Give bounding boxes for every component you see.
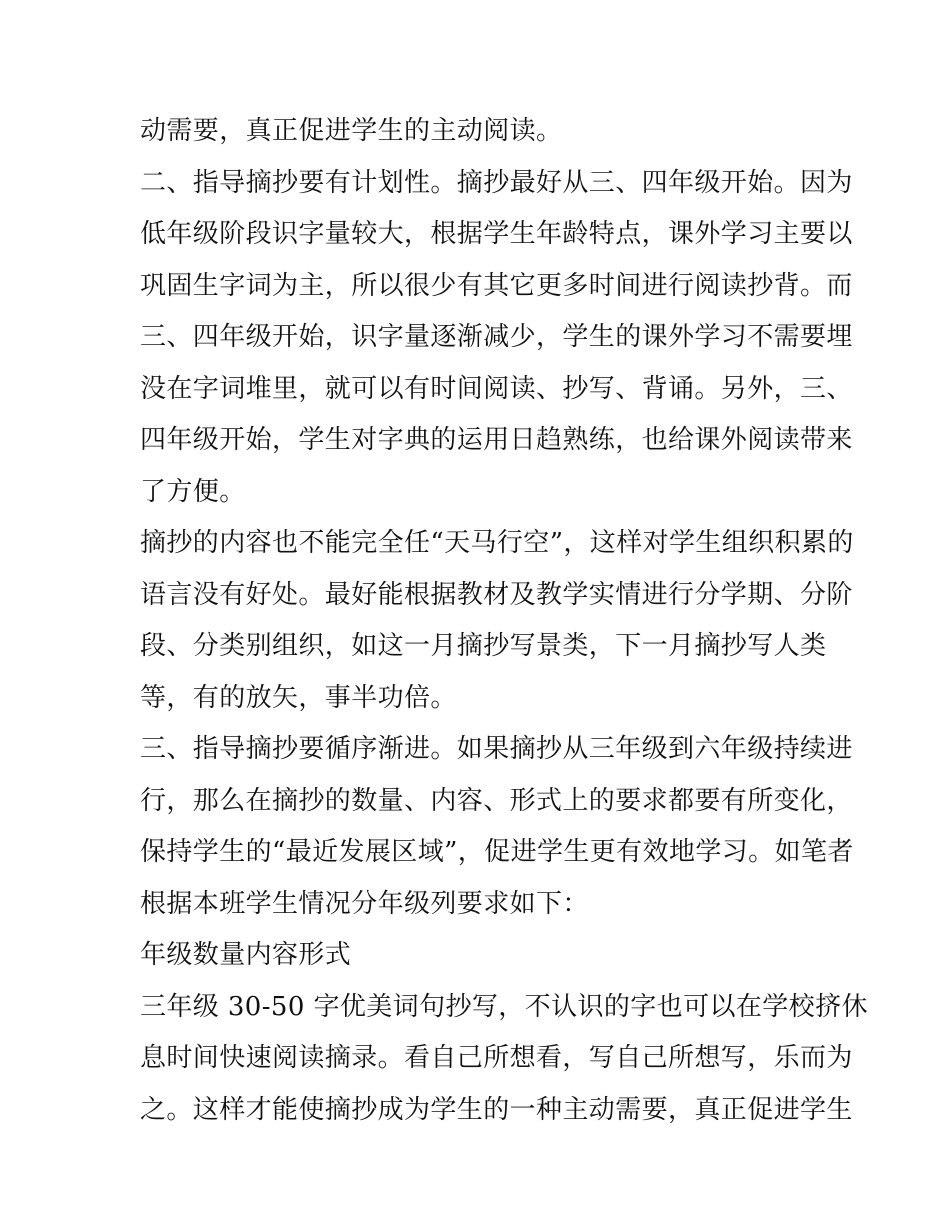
text-line: 段、分类别组织，如这一月摘抄写景类，下一月摘抄写人类	[140, 631, 827, 661]
text-line: 语言没有好处。最好能根据教材及教学实情进行分学期、分阶	[140, 579, 853, 610]
text-line: 之。这样才能使摘抄成为学生的一种主动需要，真正促进学生	[140, 1094, 853, 1125]
text-line: 息时间快速阅读摘录。看自己所想看，写自己所想写，乐而为	[140, 1043, 853, 1073]
text-line: 二、指导摘抄要有计划性。摘抄最好从三、四年级开始。因为	[140, 167, 853, 198]
text-line: 摘抄的内容也不能完全任“天马行空”，这样对学生组织积累的	[140, 528, 854, 558]
text-line: 四年级开始，学生对字典的运用日趋熟练，也给课外阅读带来	[140, 425, 853, 455]
text-line: 年级数量内容形式	[140, 940, 352, 970]
text-line: 根据本班学生情况分年级列要求如下：	[140, 888, 589, 919]
text-line: 没在字词堆里，就可以有时间阅读、抄写、背诵。另外，三、	[140, 373, 853, 404]
text-line: 保持学生的“最近发展区域”，促进学生更有效地学习。如笔者	[140, 837, 854, 867]
text-line: 行，那么在摘抄的数量、内容、形式上的要求都要有所变化，	[140, 785, 853, 816]
text-line: 动需要，真正促进学生的主动阅读。	[140, 116, 563, 146]
text-line: 了方便。	[140, 476, 246, 507]
text-line: 三年级 30-50 字优美词句抄写，不认识的字也可以在学校挤休	[140, 991, 868, 1022]
text-line: 低年级阶段识字量较大，根据学生年龄特点，课外学习主要以	[140, 219, 853, 249]
document-body	[140, 106, 868, 1136]
text-line: 三、指导摘抄要循序渐进。如果摘抄从三年级到六年级持续进	[140, 734, 853, 764]
text-line: 巩固生字词为主，所以很少有其它更多时间进行阅读抄背。而	[140, 270, 853, 301]
text-line: 等，有的放矢，事半功倍。	[140, 682, 457, 713]
text-line: 三、四年级开始，识字量逐渐减少，学生的课外学习不需要埋	[140, 322, 853, 352]
